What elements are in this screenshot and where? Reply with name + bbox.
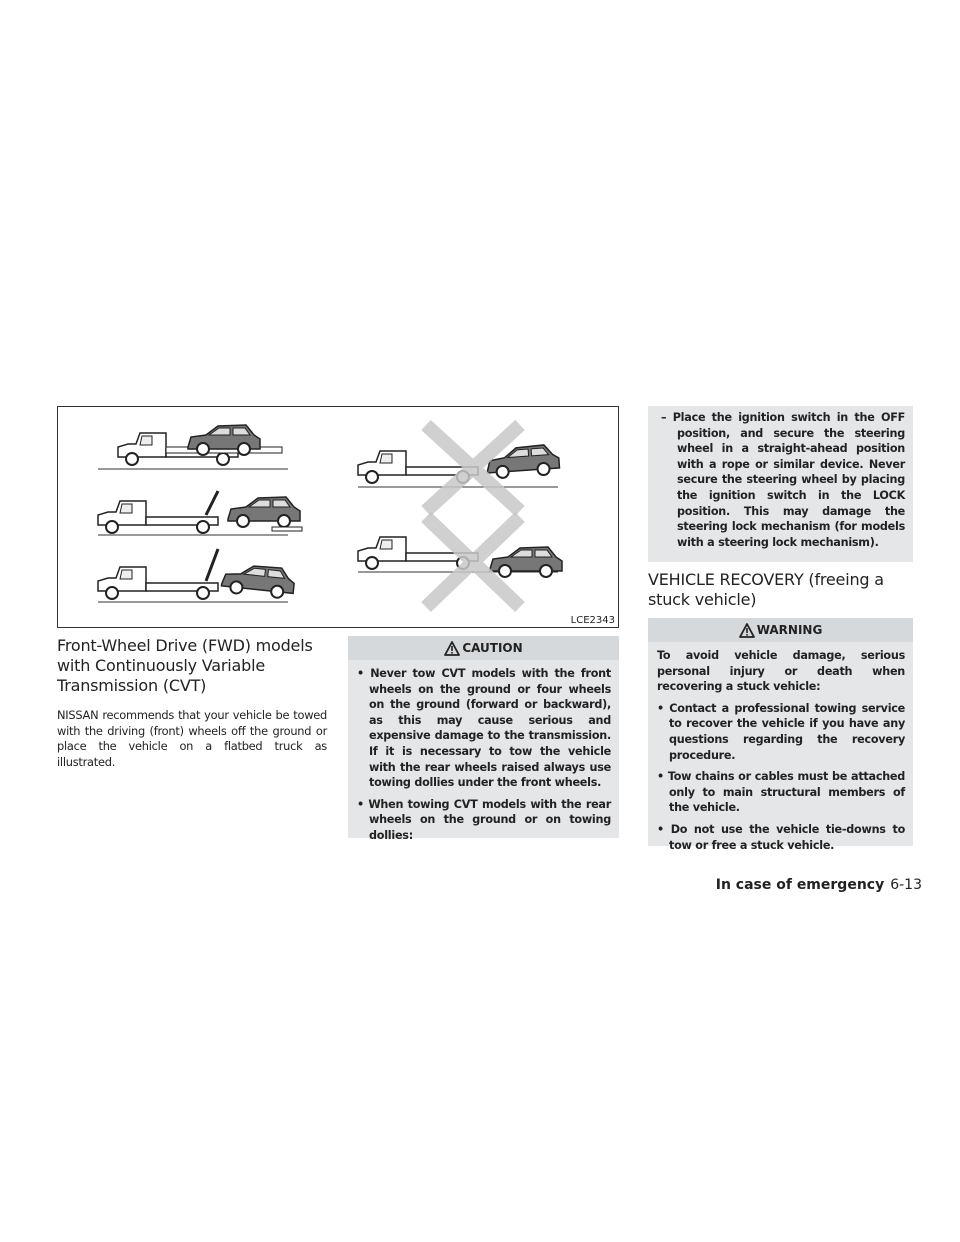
caution-header	[348, 636, 619, 660]
page-footer	[716, 877, 922, 893]
caution-item: • When towing CVT models with the rear wheels on the ground or on towing dollies:	[357, 797, 612, 842]
towing-illustration	[57, 406, 619, 628]
section-body: NISSAN recommends that your vehicle be towed with the driving (front) wheels off the ground or place the vehicle on a flatbed truck as illustrated.	[57, 708, 327, 769]
warning-item: • Tow chains or cables must be attached only to main structural members of the vehicle.	[657, 770, 906, 815]
caution-label: CAUTION	[462, 641, 523, 655]
warning-item: • Contact a professional towing service to recover the vehicle if you have any questions regarding the recovery procedure.	[657, 701, 906, 762]
section-fwd-cvt	[57, 636, 327, 770]
section-vehicle-recovery	[648, 570, 913, 610]
warning-label: WARNING	[756, 623, 823, 637]
section-title: VEHICLE RECOVERY (freeing a stuck vehicle)	[648, 570, 884, 609]
warning-triangle-icon	[444, 641, 460, 656]
caution-subitem: – Place the ignition switch in the OFF position, and secure the steering wheel in a straight-ahead position with a rope or similar device. Never secure the steering wheel by placing the ignition switch in the LOCK position. This may damage the steering lock mechanism (for models with a steering lock mechanism).	[661, 411, 905, 549]
caution-item: • Never tow CVT models with the front wheels on the ground or four wheels on the ground (forward or backward), as this may cause serious and expensive damage to the transmission. If it is necessary to tow the vehicle with the rear wheels raised always use towing dollies under the front wheels.	[357, 667, 611, 790]
section-title: Front-Wheel Drive (FWD) models with Continuously Variable Transmission (CVT)	[57, 636, 313, 695]
chapter-title: In case of emergency	[715, 877, 885, 893]
warning-triangle-icon	[739, 623, 755, 638]
warning-intro: To avoid vehicle damage, serious personal injury or death when recovering a stuck vehicle:	[657, 649, 905, 694]
warning-box	[648, 618, 913, 852]
caution-box	[348, 636, 619, 842]
warning-item: • Do not use the vehicle tie-downs to tow or free a stuck vehicle.	[657, 822, 905, 852]
towing-diagram	[58, 407, 620, 629]
warning-header	[648, 618, 913, 642]
caution-continued-box	[648, 406, 913, 562]
figure-code: LCE2343	[570, 615, 615, 626]
page-number: 6-13	[890, 877, 922, 893]
